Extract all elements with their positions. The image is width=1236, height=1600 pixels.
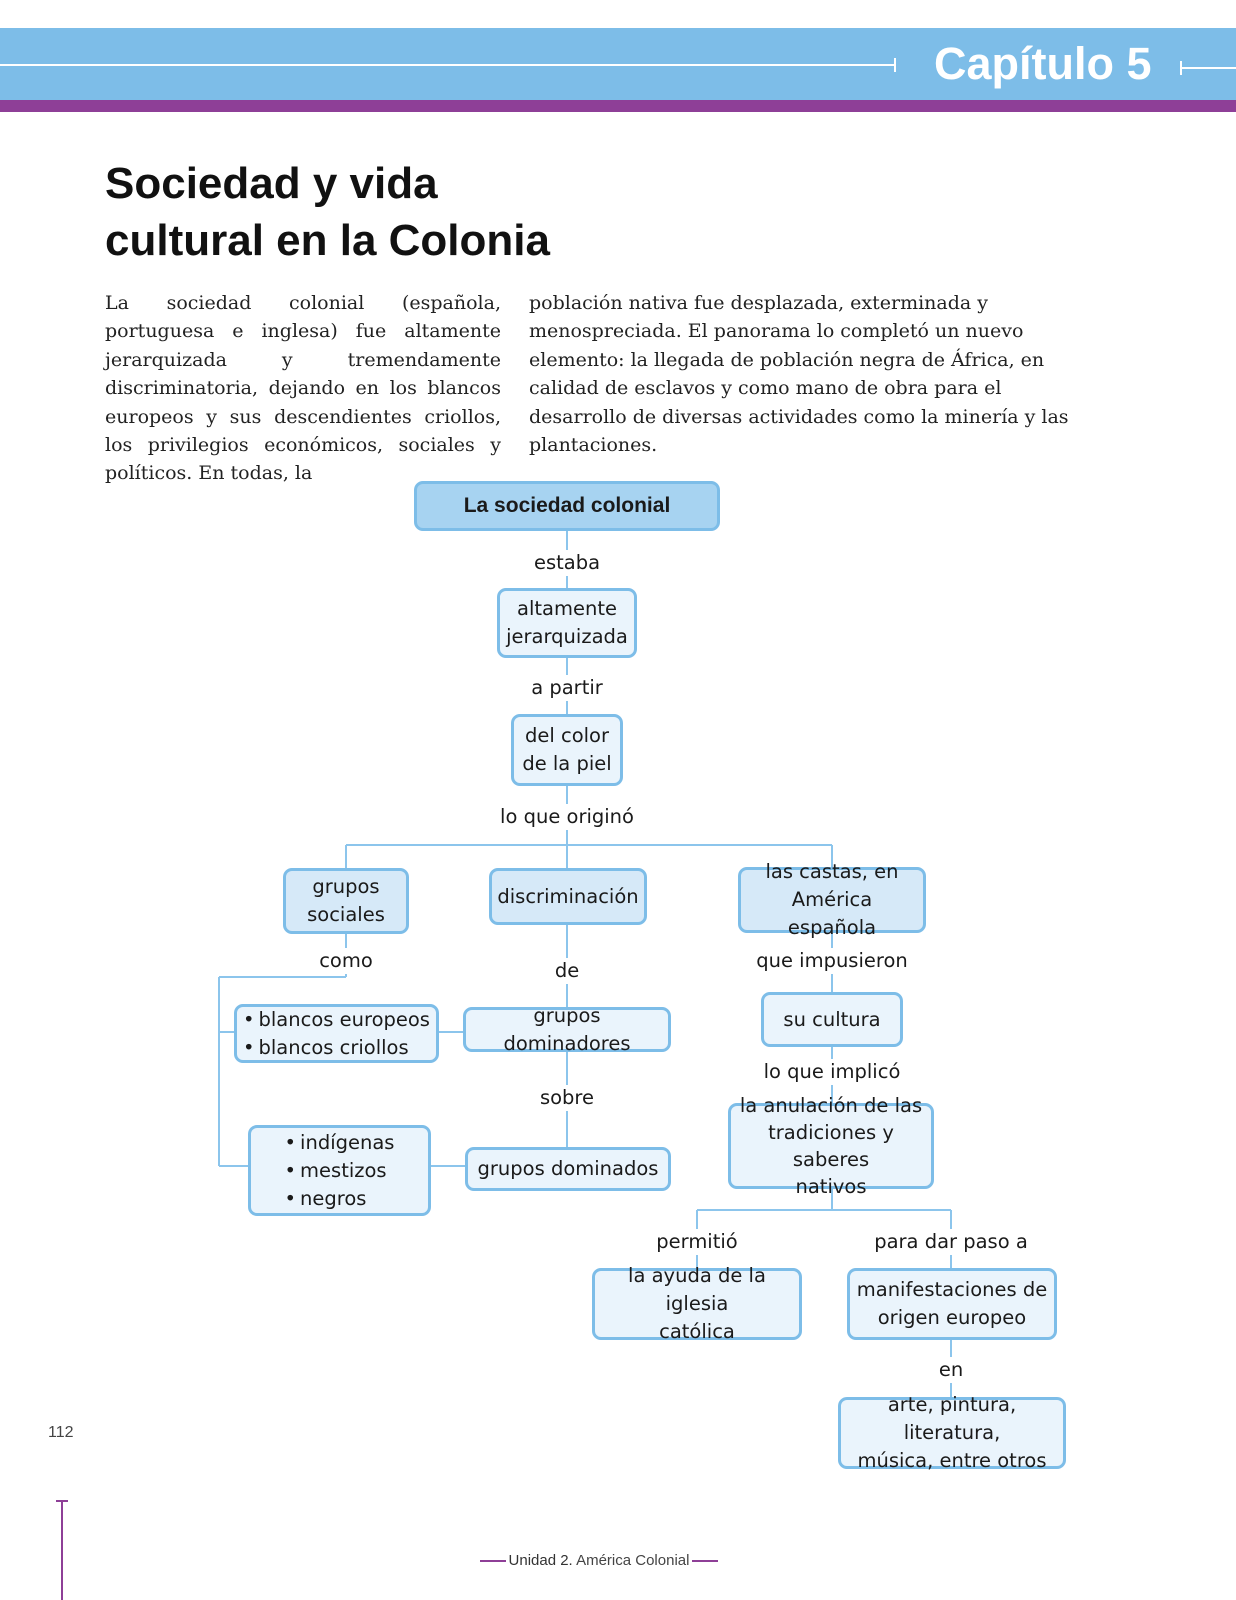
page-title-line-1: Sociedad y vida <box>105 159 438 208</box>
node-su-cultura <box>761 992 903 1047</box>
node-manifestaciones <box>847 1268 1057 1340</box>
node-grupos-sociales-line-2: sociales <box>307 903 385 926</box>
node-la-sociedad-colonial <box>414 481 720 531</box>
footer-unit-label: Unidad 2. <box>508 1552 573 1569</box>
node-manifestaciones-line-2: origen europeo <box>877 1306 1027 1329</box>
node-las-castas-line-2: América española <box>787 888 877 939</box>
node-su-cultura-label: su cultura <box>783 1007 881 1031</box>
node-del-color-de-la-piel <box>511 714 623 786</box>
node-altamente-jerarquizada <box>497 588 637 658</box>
node-grupos-dominadores-label: grupos dominadores <box>503 1003 631 1055</box>
node-arte-pintura <box>838 1393 1066 1472</box>
node-la-sociedad-colonial-label: La sociedad colonial <box>463 494 671 517</box>
chapter-label: Capítulo 5 <box>934 38 1152 89</box>
list-item: • blancos criollos <box>243 1034 430 1062</box>
node-la-anulacion <box>728 1094 934 1198</box>
intro-column-2: población nativa fue desplazada, exterminada y menospreciada. El panorama lo completó un nuevo elemento: la llegada de población negra de África, en calidad de esclavos y como mano de obra para el desarrollo de diversas actividades como la minería y las plantaciones. <box>529 292 1069 457</box>
node-discriminacion-label: discriminación <box>497 884 639 908</box>
node-indigenas-list <box>285 1129 395 1213</box>
node-blancos-list <box>243 1006 430 1062</box>
link-en: en <box>936 1357 966 1383</box>
page-number: 112 <box>48 1424 74 1441</box>
node-altamente-jerarquizada-line-2: jerarquizada <box>506 625 628 648</box>
footer-unit <box>467 1552 731 1569</box>
link-lo-que-origino: lo que originó <box>497 804 637 830</box>
page-margin-bar-tick <box>56 1500 68 1502</box>
link-que-impusieron: que impusieron <box>753 948 911 974</box>
node-grupos-sociales <box>283 868 409 934</box>
node-la-anulacion-line-3: nativos <box>795 1175 867 1198</box>
node-la-ayuda-de-la-iglesia <box>592 1264 802 1343</box>
list-item: • mestizos <box>285 1157 395 1185</box>
link-a-partir: a partir <box>528 675 606 701</box>
link-de: de <box>552 958 582 984</box>
footer-dash-left <box>480 1560 506 1562</box>
node-discriminacion <box>489 868 647 925</box>
link-estaba: estaba <box>531 550 603 576</box>
intro-column-1: La sociedad colonial (española, portuguesa e inglesa) fue altamente jerarquizada y tremendamente discriminatoria, dejando en los blancos europeos y sus descendientes criollos, los privilegios económicos, sociales y políticos. En todas, la <box>105 292 501 485</box>
node-grupos-sociales-line-1: grupos <box>312 875 380 898</box>
node-del-color-line-2: de la piel <box>522 752 612 775</box>
node-indigenas <box>248 1125 431 1216</box>
link-lo-que-implico: lo que implicó <box>761 1059 904 1085</box>
node-la-ayuda-line-1: la ayuda de la iglesia <box>628 1264 766 1315</box>
node-grupos-dominados-label: grupos dominados <box>477 1157 659 1180</box>
node-las-castas-line-1: las castas, en <box>765 860 899 883</box>
link-como: como <box>316 948 376 974</box>
link-permitio: permitió <box>653 1229 740 1255</box>
node-grupos-dominadores <box>463 1003 671 1055</box>
link-sobre: sobre <box>537 1085 597 1111</box>
node-blancos <box>234 1004 439 1063</box>
list-item: • negros <box>285 1185 395 1213</box>
footer-dash-right <box>692 1560 718 1562</box>
node-la-ayuda-line-2: católica <box>659 1320 735 1343</box>
node-la-anulacion-line-2: tradiciones y saberes <box>768 1121 894 1171</box>
node-grupos-dominados <box>465 1147 671 1191</box>
node-manifestaciones-line-1: manifestaciones de <box>856 1278 1048 1301</box>
footer-unit-title: América Colonial <box>576 1552 690 1569</box>
node-las-castas <box>738 860 926 939</box>
node-la-anulacion-line-1: la anulación de las <box>739 1094 923 1117</box>
node-arte-line-2: música, entre otros <box>857 1449 1047 1472</box>
page-margin-bar <box>61 1500 63 1600</box>
node-arte-line-1: arte, pintura, literatura, <box>887 1393 1017 1444</box>
node-del-color-line-1: del color <box>524 724 609 747</box>
list-item: • indígenas <box>285 1129 395 1157</box>
link-para-dar-paso-a: para dar paso a <box>871 1229 1031 1255</box>
page-title-line-2: cultural en la Colonia <box>105 216 550 265</box>
list-item: • blancos europeos <box>243 1006 430 1034</box>
node-altamente-jerarquizada-line-1: altamente <box>517 597 617 620</box>
